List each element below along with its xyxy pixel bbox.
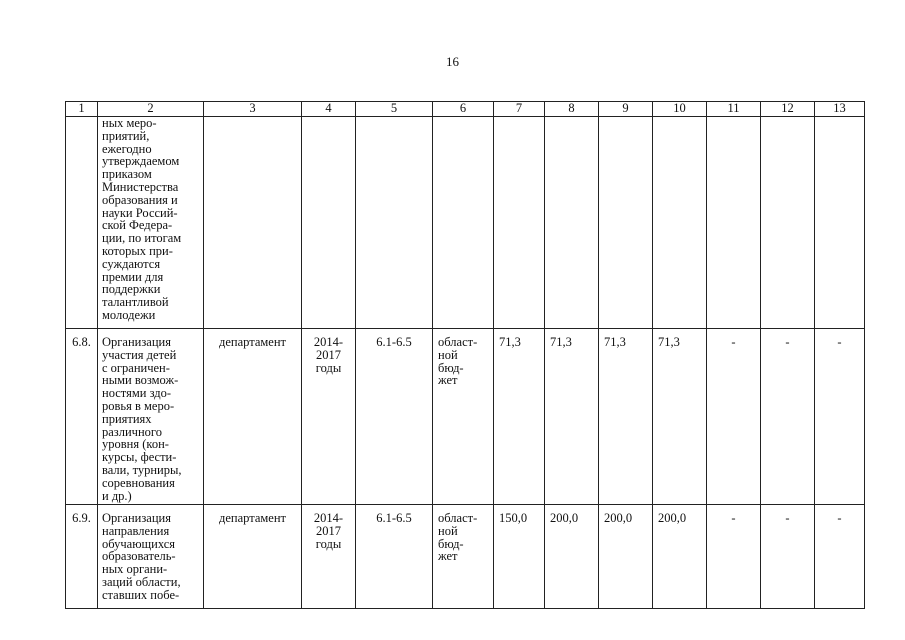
header-row <box>66 102 865 117</box>
row-number: 6.9. <box>66 505 98 609</box>
value-col-11 <box>707 117 761 329</box>
column-header-8: 8 <box>545 102 599 117</box>
value-col-12: - <box>761 329 815 505</box>
executor: департамент <box>204 329 302 505</box>
column-header-9: 9 <box>599 102 653 117</box>
indicator-code <box>356 117 433 329</box>
value-col-8: 71,3 <box>545 329 599 505</box>
value-col-9: 71,3 <box>599 329 653 505</box>
value-col-8: 200,0 <box>545 505 599 609</box>
value-col-12 <box>761 117 815 329</box>
column-header-10: 10 <box>653 102 707 117</box>
indicator-code: 6.1-6.5 <box>356 505 433 609</box>
indicator-code: 6.1-6.5 <box>356 329 433 505</box>
activity-name: Организация участия детей с ограничен- ными возмож- ностями здо- ровья в меро- приятиях различного уровня (кон- курсы, фести- вали, турниры, соревнования и др.) <box>98 329 204 505</box>
row-number <box>66 117 98 329</box>
program-table <box>65 101 865 609</box>
years: 2014- 2017 годы <box>302 329 356 505</box>
value-col-11: - <box>707 505 761 609</box>
column-header-5: 5 <box>356 102 433 117</box>
value-col-13 <box>815 117 865 329</box>
column-header-13: 13 <box>815 102 865 117</box>
column-header-11: 11 <box>707 102 761 117</box>
years <box>302 117 356 329</box>
value-col-13: - <box>815 329 865 505</box>
value-col-10: 71,3 <box>653 329 707 505</box>
row-number: 6.8. <box>66 329 98 505</box>
value-col-11: - <box>707 329 761 505</box>
value-col-7 <box>494 117 545 329</box>
page-number: 16 <box>446 54 459 69</box>
table-row <box>66 329 865 505</box>
years: 2014- 2017 годы <box>302 505 356 609</box>
column-header-2: 2 <box>98 102 204 117</box>
activity-name: ных меро- приятий, ежегодно утверждаемом приказом Министерства образования и науки Россий- ской Федера- ции, по итогам которых при- суждаются премии для поддержки талантливой молодежи <box>98 117 204 329</box>
column-header-12: 12 <box>761 102 815 117</box>
value-col-7: 71,3 <box>494 329 545 505</box>
value-col-13: - <box>815 505 865 609</box>
executor <box>204 117 302 329</box>
column-header-3: 3 <box>204 102 302 117</box>
funding-source: област- ной бюд- жет <box>433 329 494 505</box>
column-header-6: 6 <box>433 102 494 117</box>
column-header-1: 1 <box>66 102 98 117</box>
column-header-7: 7 <box>494 102 545 117</box>
funding-source: област- ной бюд- жет <box>433 505 494 609</box>
activity-name: Организация направления обучающихся образователь- ных органи- заций области, ставших побе- <box>98 505 204 609</box>
value-col-9: 200,0 <box>599 505 653 609</box>
value-col-12: - <box>761 505 815 609</box>
value-col-9 <box>599 117 653 329</box>
table-row <box>66 505 865 609</box>
table-row <box>66 117 865 329</box>
value-col-10: 200,0 <box>653 505 707 609</box>
value-col-7: 150,0 <box>494 505 545 609</box>
funding-source <box>433 117 494 329</box>
executor: департамент <box>204 505 302 609</box>
value-col-8 <box>545 117 599 329</box>
column-header-4: 4 <box>302 102 356 117</box>
value-col-10 <box>653 117 707 329</box>
